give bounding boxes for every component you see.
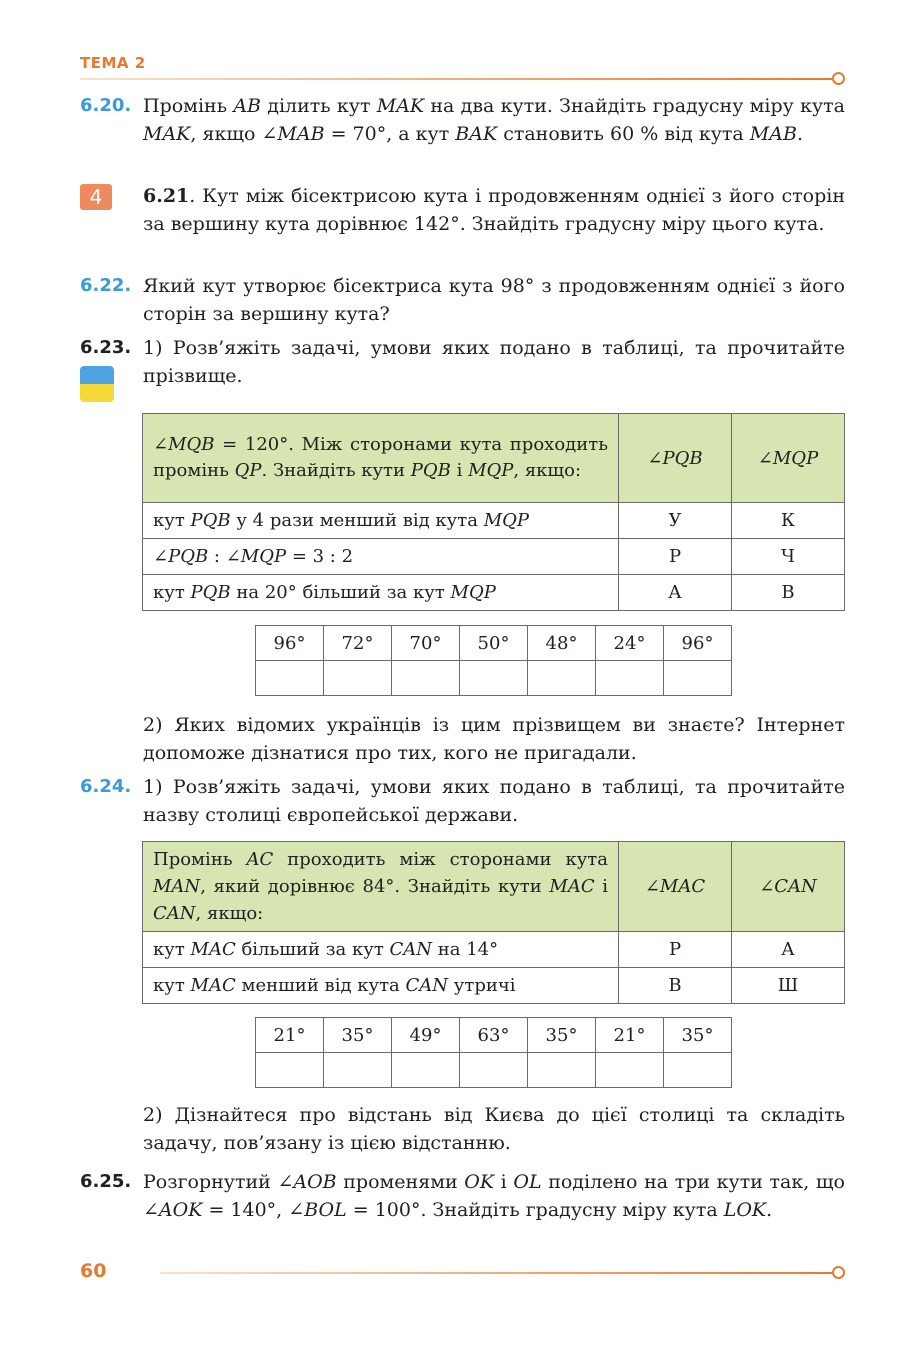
letter-cell: В — [732, 575, 845, 611]
answer-letter-cell — [256, 661, 324, 696]
column-header: ∠PQB — [619, 414, 732, 503]
page-number: 60 — [80, 1260, 107, 1282]
header-rule-dot — [832, 72, 845, 85]
letter-cell: Ш — [732, 968, 845, 1004]
problem-text: Промінь AB ділить кут MAK на два кути. Знайдіть градусну міру кута MAK, якщо ∠MAB = 70°, а кут BAK становить 60 % від кута MAB. — [143, 95, 846, 145]
problem-number: 6.25. — [80, 1171, 132, 1192]
table-row — [143, 539, 845, 575]
letter-cell: У — [619, 503, 732, 539]
header-rule — [80, 78, 832, 80]
problem-6-22 — [80, 272, 845, 328]
answer-value: 49° — [392, 1018, 460, 1053]
answer-value: 50° — [460, 626, 528, 661]
answer-value: 35° — [664, 1018, 732, 1053]
ukraine-flag-icon — [80, 366, 114, 402]
answer-table-6-23 — [255, 625, 732, 696]
column-header: ∠MAC — [619, 842, 732, 932]
problem-number: 6.24. — [80, 776, 132, 797]
column-header: ∠CAN — [732, 842, 845, 932]
problem-text: Який кут утворює бісектриса кута 98° з продовженням однієї з його сторін за вершину кута? — [143, 275, 845, 325]
problem-6-24 — [80, 773, 845, 829]
column-header: ∠MQP — [732, 414, 845, 503]
problem-6-23-part-2: 2) Яких відомих українців із цим прізвищем ви знаєте? Інтернет допоможе дізнатися про тих, кого не пригадали. — [143, 714, 845, 764]
answer-letter-cell — [324, 661, 392, 696]
answer-value: 72° — [324, 626, 392, 661]
table-row — [143, 932, 845, 968]
table-row — [143, 503, 845, 539]
topic-header: ТЕМА 2 — [80, 54, 146, 72]
letter-cell: А — [619, 575, 732, 611]
problem-number: 6.20. — [80, 95, 132, 116]
problem-6-20 — [80, 92, 845, 148]
problem-number: 6.22. — [80, 275, 132, 296]
answer-value: 35° — [324, 1018, 392, 1053]
letter-cell: К — [732, 503, 845, 539]
row-condition: кут MAC більший за кут CAN на 14° — [143, 932, 619, 968]
answer-letter-cell — [460, 1053, 528, 1088]
answer-letters-row — [256, 661, 732, 696]
problem-6-25 — [80, 1168, 845, 1224]
answer-table-6-24 — [255, 1017, 732, 1088]
answer-value: 24° — [596, 626, 664, 661]
problem-6-21 — [143, 182, 845, 238]
answer-letter-cell — [664, 661, 732, 696]
answer-values-row — [256, 626, 732, 661]
problem-intro: 1) Розв’яжіть задачі, умови яких подано в таблиці, та прочитайте назву столиці європейської держави. — [143, 776, 845, 826]
row-condition: кут MAC менший від кута CAN утричі — [143, 968, 619, 1004]
task-table-6-24 — [142, 841, 845, 1004]
problem-number: 6.21 — [143, 185, 190, 207]
letter-cell: А — [732, 932, 845, 968]
answer-letter-cell — [324, 1053, 392, 1088]
problem-6-24-part-2: 2) Дізнайтеся про відстань від Києва до цієї столиці та складіть задачу, пов’язану із цією відстанню. — [143, 1104, 845, 1154]
answer-letter-cell — [256, 1053, 324, 1088]
answer-value: 48° — [528, 626, 596, 661]
letter-cell: Р — [619, 932, 732, 968]
answer-value: 96° — [664, 626, 732, 661]
table-row — [143, 575, 845, 611]
answer-letter-cell — [596, 1053, 664, 1088]
answer-letter-cell — [528, 661, 596, 696]
answer-letter-cell — [460, 661, 528, 696]
row-condition: ∠PQB : ∠MQP = 3 : 2 — [143, 539, 619, 575]
problem-6-23 — [80, 334, 845, 390]
footer-rule-dot — [832, 1266, 845, 1279]
footer-rule — [160, 1272, 832, 1274]
answer-value: 63° — [460, 1018, 528, 1053]
table-condition: Промінь AC проходить між сторонами кута MAN, який дорівнює 84°. Знайдіть кути MAC і CAN, якщо: — [143, 842, 619, 932]
answer-value: 21° — [256, 1018, 324, 1053]
problem-text: . Кут між бісектрисою кута і продовженням однієї з його сторін за вершину кута дорівнює 142°. Знайдіть градусну міру цього кута. — [143, 185, 845, 235]
letter-cell: Р — [619, 539, 732, 575]
task-table-6-23 — [142, 413, 845, 611]
answer-value: 70° — [392, 626, 460, 661]
row-condition: кут PQB у 4 рази менший від кута MQP — [143, 503, 619, 539]
difficulty-badge: 4 — [80, 184, 112, 210]
problem-intro: 1) Розв’яжіть задачі, умови яких подано в таблиці, та прочитайте прізвище. — [143, 337, 845, 387]
answer-value: 96° — [256, 626, 324, 661]
problem-text: Розгорнутий ∠AOB променями OK і OL поділено на три кути так, що ∠AOK = 140°, ∠BOL = 100°. Знайдіть градусну міру кута LOK. — [143, 1171, 846, 1221]
answer-value: 35° — [528, 1018, 596, 1053]
table-condition: ∠MQB = 120°. Між сторонами кута проходить промінь QP. Знайдіть кути PQB і MQP, якщо: — [143, 414, 619, 503]
letter-cell: Ч — [732, 539, 845, 575]
answer-values-row — [256, 1018, 732, 1053]
table-row — [143, 968, 845, 1004]
answer-letter-cell — [664, 1053, 732, 1088]
letter-cell: В — [619, 968, 732, 1004]
answer-value: 21° — [596, 1018, 664, 1053]
answer-letter-cell — [392, 1053, 460, 1088]
problem-number: 6.23. — [80, 337, 132, 358]
answer-letters-row — [256, 1053, 732, 1088]
answer-letter-cell — [596, 661, 664, 696]
row-condition: кут PQB на 20° більший за кут MQP — [143, 575, 619, 611]
answer-letter-cell — [528, 1053, 596, 1088]
answer-letter-cell — [392, 661, 460, 696]
